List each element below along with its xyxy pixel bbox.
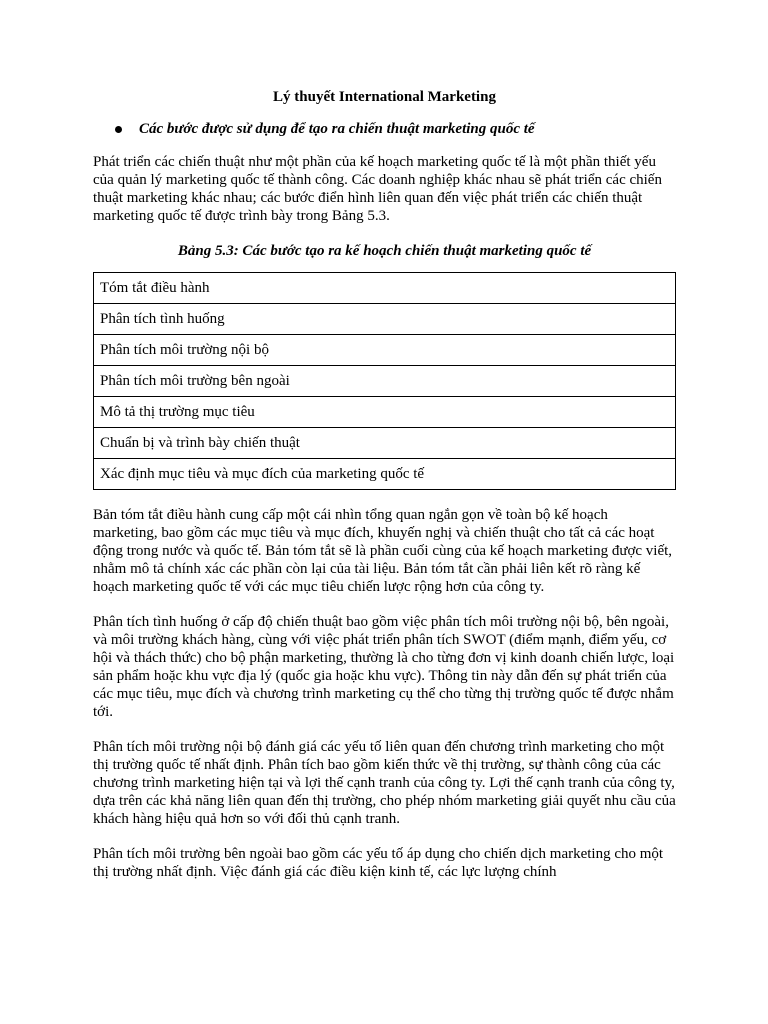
table-cell: Xác định mục tiêu và mục đích của marketing quốc tế bbox=[94, 459, 676, 490]
table-cell: Chuẩn bị và trình bày chiến thuật bbox=[94, 428, 676, 459]
table-caption: Bảng 5.3: Các bước tạo ra kế hoạch chiến thuật marketing quốc tế bbox=[177, 243, 592, 259]
bullet-heading bbox=[93, 120, 676, 138]
table-cell: Phân tích môi trường bên ngoài bbox=[94, 366, 676, 397]
bullet-icon bbox=[115, 126, 122, 133]
body-paragraph: Phân tích môi trường nội bộ đánh giá các yếu tố liên quan đến chương trình marketing cho một thị trường quốc tế nhất định. Phân tích bao gồm kiến thức về thị trường, sự thành công của các chương trình marketing hiện tại và lợi thế cạnh tranh của công ty. Lợi thế cạnh tranh của công ty, dựa trên các khả năng liên quan đến thị trường, cho phép nhóm marketing giải quyết nhu cầu của khách hàng hiệu quả hơn so với đối thủ cạnh tranh. bbox=[93, 739, 676, 827]
table-row bbox=[94, 273, 676, 304]
table-row bbox=[94, 335, 676, 366]
table-row bbox=[94, 428, 676, 459]
table-row bbox=[94, 459, 676, 490]
body-paragraph: Phân tích môi trường bên ngoài bao gồm các yếu tố áp dụng cho chiến dịch marketing cho một thị trường nhất định. Việc đánh giá các điều kiện kinh tế, các lực lượng chính bbox=[93, 846, 664, 880]
document-title: Lý thuyết International Marketing bbox=[273, 89, 496, 105]
table-cell: Phân tích môi trường nội bộ bbox=[94, 335, 676, 366]
body-paragraph: Phân tích tình huống ở cấp độ chiến thuật bao gồm việc phân tích môi trường nội bộ, bên ngoài, và môi trường khách hàng, cùng với việc phát triển phân tích SWOT (điểm mạnh, điểm yếu, cơ hội và thách thức) cho bộ phận marketing, thường là cho từng đơn vị kinh doanh chiến lược, loại sản phẩm hoặc khu vực địa lý (quốc gia hoặc khu vực). Thông tin này dẫn đến sự phát triển của các mục tiêu, mục đích và chương trình marketing cụ thể cho từng thị trường quốc tế được nhắm tới. bbox=[93, 614, 675, 720]
table-row bbox=[94, 366, 676, 397]
table-row bbox=[94, 304, 676, 335]
bullet-heading-text: Các bước được sử dụng để tạo ra chiến thuật marketing quốc tế bbox=[139, 121, 535, 137]
body-paragraph: Bản tóm tắt điều hành cung cấp một cái nhìn tổng quan ngắn gọn về toàn bộ kế hoạch marketing, bao gồm các mục tiêu và mục đích, khuyến nghị và chiến thuật cho tất cả các hoạt động trong nước và quốc tế. Bản tóm tắt sẽ là phần cuối cùng của kế hoạch marketing được viết, nhằm mô tả chính xác các phần còn lại của tài liệu. Bản tóm tắt cần phải liên kết rõ ràng kế hoạch marketing quốc tế với các mục tiêu chiến lược rộng hơn của công ty. bbox=[93, 507, 673, 595]
steps-table bbox=[93, 272, 676, 490]
table-cell: Tóm tắt điều hành bbox=[94, 273, 676, 304]
table-cell: Phân tích tình huống bbox=[94, 304, 676, 335]
table-row bbox=[94, 397, 676, 428]
intro-paragraph: Phát triển các chiến thuật như một phần của kế hoạch marketing quốc tế là một phần thiết yếu của quản lý marketing quốc tế thành công. Các doanh nghiệp khác nhau sẽ phát triển các chiến thuật marketing khác nhau; các bước điển hình liên quan đến việc phát triển các chiến thuật marketing quốc tế được trình bày trong Bảng 5.3. bbox=[93, 154, 662, 224]
table-cell: Mô tả thị trường mục tiêu bbox=[94, 397, 676, 428]
document-page bbox=[93, 88, 676, 881]
